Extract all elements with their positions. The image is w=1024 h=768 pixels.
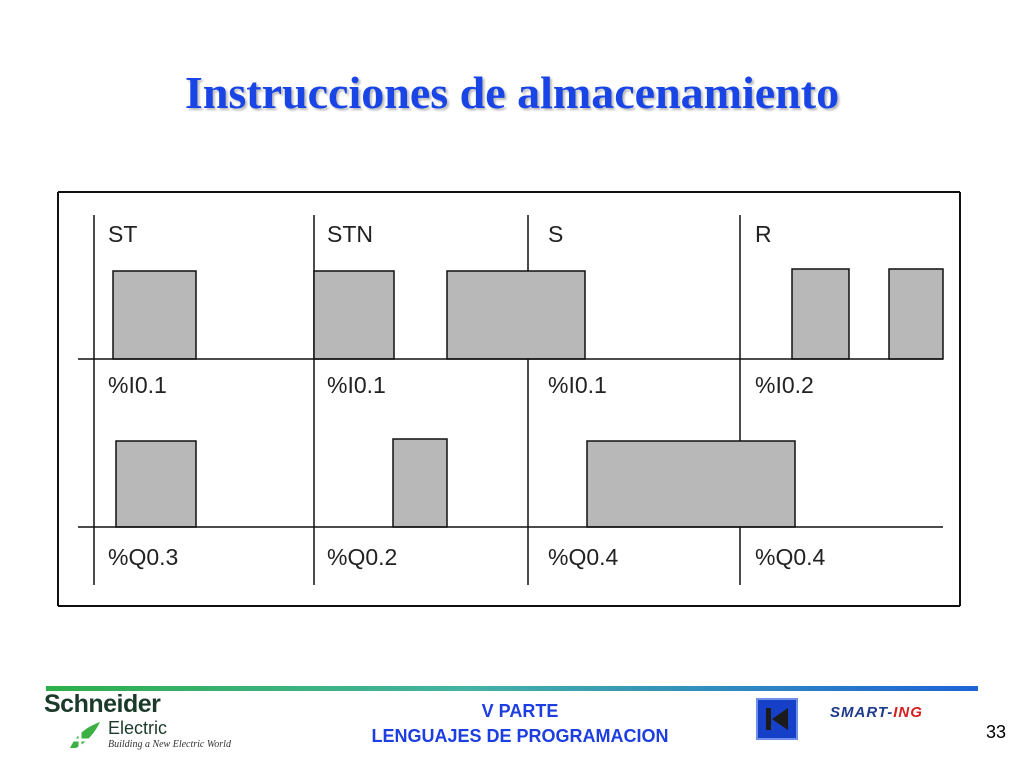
output-pulse-stn: [393, 439, 447, 527]
input-pulse-stn: [314, 271, 394, 359]
first-slide-button[interactable]: [756, 698, 798, 740]
logo-name: Schneider: [44, 690, 161, 718]
page-number: 33: [986, 722, 1007, 742]
footer-section-title: [300, 700, 740, 750]
column-label-st: ST: [108, 221, 138, 247]
output-pulse-s-r: [587, 441, 795, 527]
column-label-s: S: [548, 221, 564, 247]
smart-logo-part2: ING: [893, 704, 923, 721]
smart-logo-part1: SMART-: [830, 704, 894, 721]
input-pulse-st: [113, 271, 196, 359]
slide-title: Instrucciones de almacenamiento: [184, 67, 840, 118]
smart-ing-logo: [830, 704, 970, 724]
column-label-stn: STN: [327, 221, 373, 247]
input-pulse-r1: [792, 269, 849, 359]
input-label: %I0.2: [755, 372, 814, 398]
column-label-r: R: [755, 221, 772, 247]
output-pulse-st: [116, 441, 196, 527]
first-slide-icon: [758, 700, 796, 738]
output-label: %Q0.2: [327, 544, 398, 570]
output-label: %Q0.4: [755, 544, 826, 570]
input-pulse-r2: [889, 269, 943, 359]
output-label: %Q0.3: [108, 544, 179, 570]
logo-sub: Electric: [108, 718, 168, 738]
footer-subject: LENGUAJES DE PROGRAMACION: [371, 726, 669, 746]
input-label: %I0.1: [548, 372, 607, 398]
input-pulse-s: [447, 271, 585, 359]
input-label: %I0.1: [327, 372, 386, 398]
footer-part: V PARTE: [481, 701, 559, 721]
input-label: %I0.1: [108, 372, 167, 398]
schneider-electric-logo: [44, 690, 264, 760]
logo-tagline: Building a New Electric World: [108, 739, 231, 750]
output-label: %Q0.4: [548, 544, 619, 570]
schneider-leaf-icon: [66, 718, 106, 752]
